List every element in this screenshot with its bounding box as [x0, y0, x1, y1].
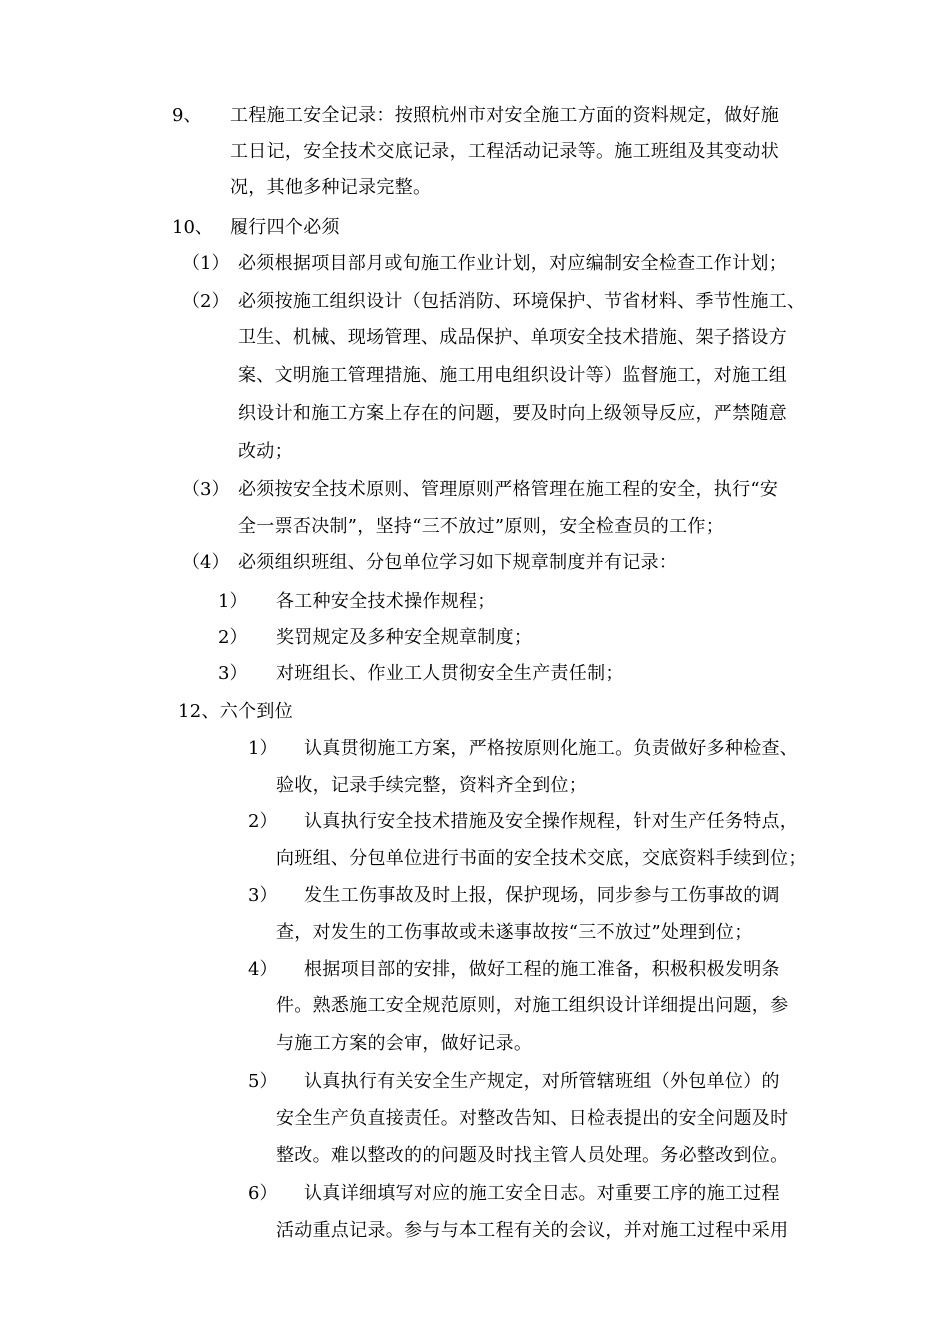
item-10-sub-1-marker: （1）	[182, 253, 230, 274]
item-12-sub-6-line-2: 活动重点记录。参与与本工程有关的会议，并对施工过程中采用	[276, 1220, 789, 1241]
item-12-sub-5-marker: 5）	[248, 1071, 278, 1092]
item-12-sub-2-line-1: 认真执行安全技术措施及安全操作规程，针对生产任务特点，	[304, 811, 799, 832]
item-10-sub-3-line-2: 全一票否决制”，坚持“三不放过”原则，安全检查员的工作；	[238, 516, 725, 537]
item-10-marker: 10、	[172, 217, 213, 238]
item-10-rule-1-text: 各工种安全技术操作规程；	[276, 591, 496, 612]
item-9-line-2: 工日记，安全技术交底记录，工程活动记录等。施工班组及其变动状	[230, 141, 779, 162]
item-12-sub-3-marker: 3）	[248, 885, 278, 906]
item-10-sub-4-marker: （4）	[182, 552, 230, 573]
item-12-sub-1-line-1: 认真贯彻施工方案，严格按原则化施工。负责做好多种检查、	[304, 738, 799, 759]
item-10-rule-1-marker: 1）	[218, 591, 248, 612]
item-12-sub-4-line-3: 与施工方案的会审，做好记录。	[276, 1033, 533, 1054]
item-12-sub-6-marker: 6）	[248, 1183, 278, 1204]
item-9-marker: 9、	[172, 105, 202, 126]
item-12-sub-1-line-2: 验收，记录手续完整，资料齐全到位；	[276, 775, 588, 796]
item-12-sub-3-line-2: 查，对发生的工伤事故或未遂事故按“三不放过”处理到位；	[276, 922, 753, 943]
item-12-sub-4-marker: 4）	[248, 959, 278, 980]
item-10-sub-4-line-1: 必须组织班组、分包单位学习如下规章制度并有记录：	[238, 552, 678, 573]
item-10-rule-2-text: 奖罚规定及多种安全规章制度；	[276, 627, 533, 648]
item-10-sub-1-line-1: 必须根据项目部月或旬施工作业计划，对应编制安全检查工作计划；	[238, 253, 787, 274]
item-12-sub-5-line-3: 整改。难以整改的的问题及时找主管人员处理。务必整改到位。	[276, 1145, 789, 1166]
item-10-sub-2-line-4: 织设计和施工方案上存在的问题，要及时向上级领导反应，严禁随意	[238, 403, 787, 424]
item-12-sub-3-line-1: 发生工伤事故及时上报，保护现场，同步参与工伤事故的调	[304, 885, 780, 906]
item-9-line-1: 工程施工安全记录：按照杭州市对安全施工方面的资料规定，做好施	[230, 105, 779, 126]
item-12-sub-4-line-1: 根据项目部的安排，做好工程的施工准备，积极积极发明条	[304, 959, 780, 980]
item-10-rule-3-text: 对班组长、作业工人贯彻安全生产责任制；	[276, 663, 624, 684]
item-10-rule-2-marker: 2）	[218, 627, 248, 648]
item-12-heading: 12、六个到位	[178, 701, 294, 722]
item-10-sub-3-line-1: 必须按安全技术原则、管理原则严格管理在施工程的安全，执行“安	[238, 479, 779, 500]
item-10-rule-3-marker: 3）	[218, 663, 248, 684]
item-12-sub-2-line-2: 向班组、分包单位进行书面的安全技术交底，交底资料手续到位；	[276, 848, 807, 869]
item-10-sub-2-line-2: 卫生、机械、现场管理、成品保护、单项安全技术措施、架子搭设方	[238, 327, 787, 348]
item-10-sub-2-line-1: 必须按施工组织设计（包括消防、环境保护、节省材料、季节性施工、	[238, 291, 806, 312]
item-12-sub-2-marker: 2）	[248, 811, 278, 832]
item-10-title: 履行四个必须	[230, 217, 340, 238]
item-10-sub-3-marker: （3）	[182, 479, 230, 500]
item-10-sub-2-line-5: 改动；	[238, 441, 293, 462]
item-9-line-3: 况，其他多种记录完整。	[230, 177, 432, 198]
item-12-sub-5-line-1: 认真执行有关安全生产规定，对所管辖班组（外包单位）的	[304, 1071, 780, 1092]
item-12-sub-1-marker: 1）	[248, 738, 278, 759]
item-12-sub-4-line-2: 件。熟悉施工安全规范原则，对施工组织设计详细提出问题，参	[276, 995, 789, 1016]
item-12-sub-5-line-2: 安全生产负直接责任。对整改告知、日检表提出的安全问题及时	[276, 1108, 789, 1129]
item-10-sub-2-marker: （2）	[182, 291, 230, 312]
item-12-sub-6-line-1: 认真详细填写对应的施工安全日志。对重要工序的施工过程	[304, 1183, 780, 1204]
item-10-sub-2-line-3: 案、文明施工管理措施、施工用电组织设计等）监督施工，对施工组	[238, 365, 787, 386]
